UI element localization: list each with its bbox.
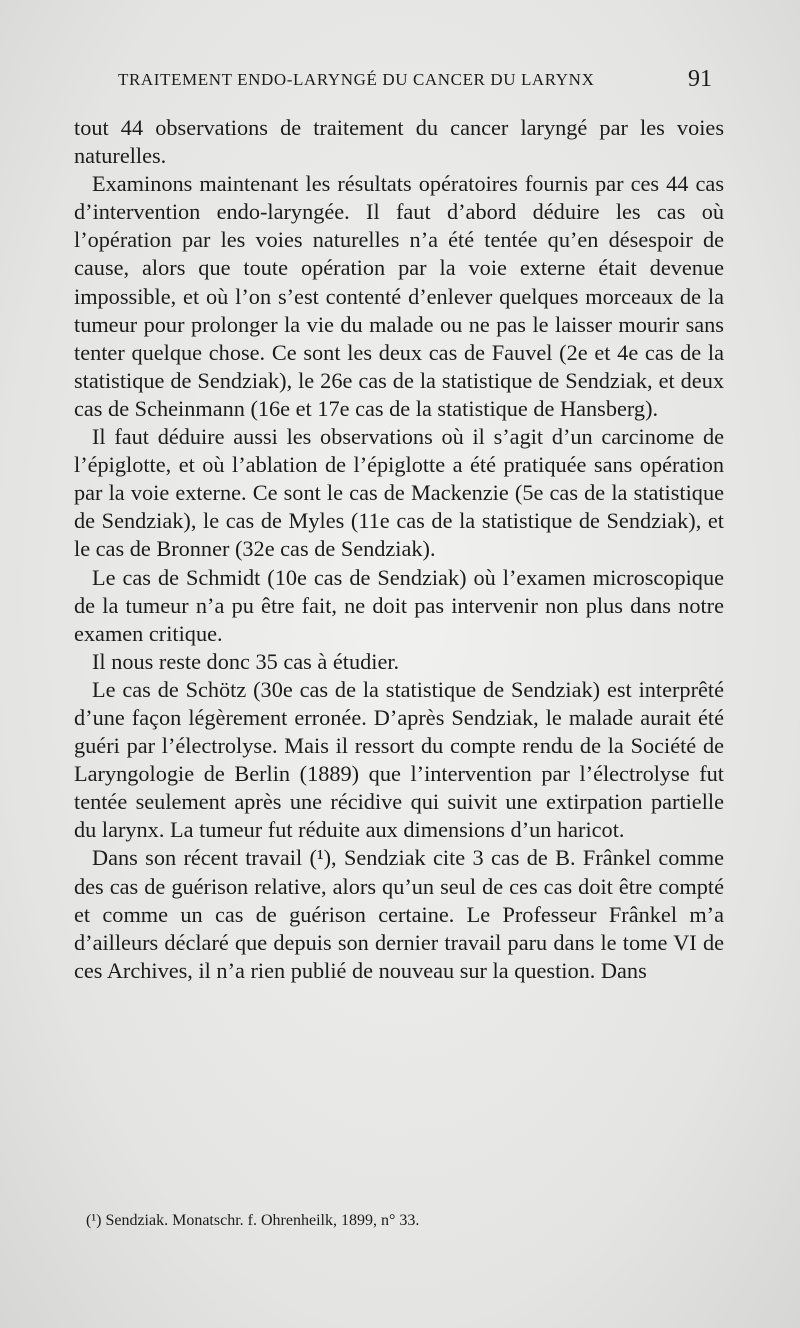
paragraph: Le cas de Schötz (30e cas de la statistique de Sendziak) est interprêté d’une façon légèrement erronée. D’après Sendziak, le malade aurait été guéri par l’électrolyse. Mais il ressort du compte rendu de la Société de Laryngologie de Berlin (1889) que l’intervention par l’électrolyse fut tentée seulement après une récidive qui suivit une extirpation partielle du larynx. La tumeur fut réduite aux dimensions d’un haricot.	[74, 676, 724, 843]
paragraph: Le cas de Schmidt (10e cas de Sendziak) où l’examen microscopique de la tumeur n’a pu être fait, ne doit pas intervenir non plus dans notre examen critique.	[74, 564, 724, 646]
footnote: (¹) Sendziak. Monatschr. f. Ohrenheilk, 1899, n° 33.	[86, 1212, 420, 1229]
paragraph: Il faut déduire aussi les observations où il s’agit d’un carcinome de l’épiglotte, et où l’ablation de l’épiglotte a été pratiquée sans opération par la voie externe. Ce sont le cas de Mackenzie (5e cas de la statistique de Sendziak), le cas de Myles (11e cas de la statistique de Sendziak), et le cas de Bronner (32e cas de Sendziak).	[74, 424, 724, 562]
page-number: 91	[688, 66, 712, 92]
paragraph: tout 44 observations de traitement du cancer laryngé par les voies naturelles.	[74, 115, 724, 169]
paragraph: Dans son récent travail (¹), Sendziak cite 3 cas de B. Frânkel comme des cas de guérison relative, alors qu’un seul de ces cas doit être compté et comme un cas de guérison certaine. Le Professeur Frânkel m’a d’ailleurs déclaré que depuis son dernier travail paru dans le tome VI de ces Archives, il n’a rien publié de nouveau sur la question. Dans	[74, 845, 724, 983]
paragraph: Il nous reste donc 35 cas à étudier.	[92, 648, 400, 674]
running-head: TRAITEMENT ENDO-LARYNGÉ DU CANCER DU LARYNX	[118, 70, 595, 89]
paragraph: Examinons maintenant les résultats opératoires fournis par ces 44 cas d’intervention endo-laryngée. Il faut d’abord déduire les cas où l’opération par les voies naturelles n’a été tentée qu’en désespoir de cause, alors que toute opération par la voie externe était devenue impossible, et où l’on s’est contenté d’enlever quelques morceaux de la tumeur pour prolonger la vie du malade ou ne pas le laisser mourir sans tenter quelque chose. Ce sont les deux cas de Fauvel (2e et 4e cas de la statistique de Sendziak), le 26e cas de la statistique de Sendziak, et deux cas de Scheinmann (16e et 17e cas de la statistique de Hansberg).	[74, 171, 724, 421]
page-header	[108, 66, 720, 96]
body-text	[74, 114, 724, 985]
